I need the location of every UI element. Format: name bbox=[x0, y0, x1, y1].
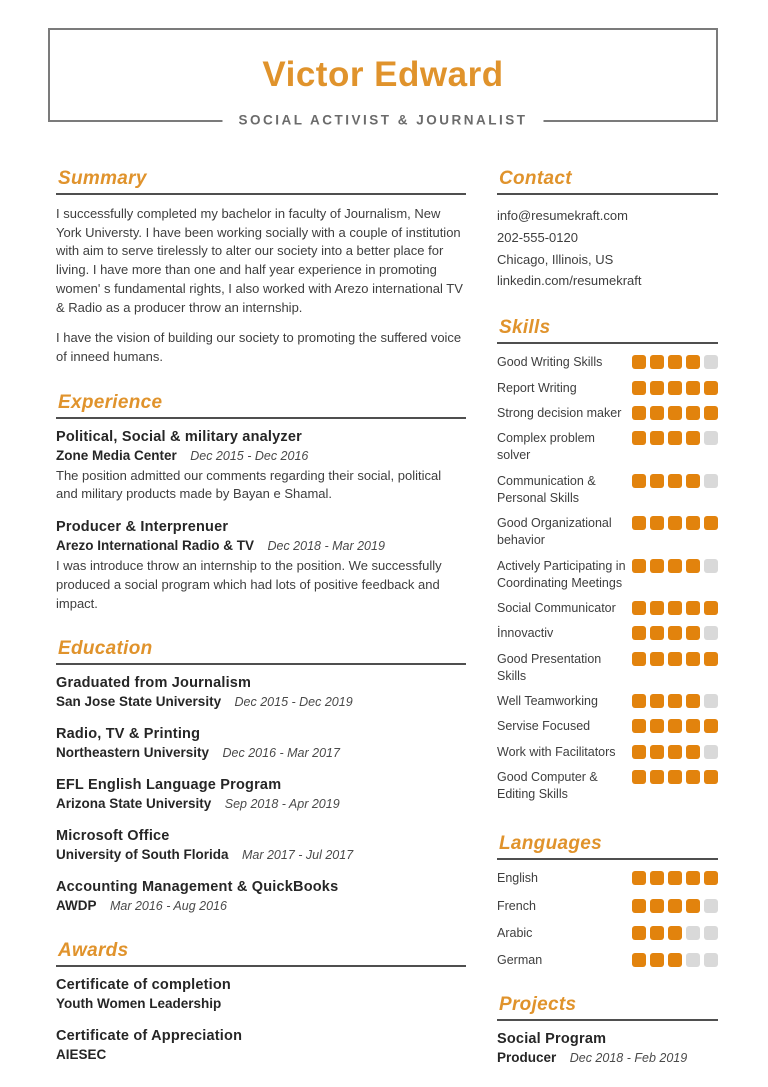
school-name: AWDP bbox=[56, 898, 97, 914]
contact-line: 202-555-0120 bbox=[497, 229, 578, 245]
rating-square-filled bbox=[686, 601, 700, 615]
degree-subline bbox=[56, 693, 466, 711]
experience-list bbox=[56, 429, 466, 614]
rating-square-empty bbox=[704, 431, 718, 445]
skill-rating bbox=[632, 745, 718, 759]
skill-label: Well Teamworking bbox=[497, 694, 598, 709]
rating-square-filled bbox=[632, 926, 646, 940]
section-title-projects: Projects bbox=[499, 994, 577, 1016]
award-subline bbox=[56, 1046, 466, 1064]
summary-paragraph: I have the vision of building our society to promoting the suffered voice of inneed humans. bbox=[56, 330, 462, 365]
language-label: German bbox=[497, 953, 543, 968]
skills-list bbox=[497, 354, 718, 803]
rating-square-filled bbox=[632, 899, 646, 913]
rating-square-filled bbox=[668, 559, 682, 573]
section-title-contact: Contact bbox=[499, 168, 572, 189]
right-column bbox=[497, 168, 718, 1087]
language-row bbox=[497, 870, 718, 887]
rating-square-filled bbox=[704, 601, 718, 615]
skill-rating bbox=[632, 626, 718, 640]
contact-line: info@resumekraft.com bbox=[497, 208, 628, 223]
section-title-experience: Experience bbox=[58, 391, 163, 413]
rating-square-filled bbox=[686, 406, 700, 420]
header-box bbox=[48, 28, 718, 128]
section-title-skills: Skills bbox=[499, 317, 551, 339]
education-item bbox=[56, 879, 466, 915]
degree-subline bbox=[56, 795, 466, 813]
job-description: The position admitted our comments regarding their social, political and military products made by Bayan e Shamal. bbox=[56, 467, 442, 502]
project-role: Producer bbox=[497, 1050, 557, 1066]
degree-title: Radio, TV & Printing bbox=[56, 726, 201, 743]
skill-label: Good Computer & Editing Skills bbox=[497, 769, 598, 802]
rating-square-filled bbox=[668, 719, 682, 733]
skill-rating bbox=[632, 694, 718, 708]
summary-paragraphs bbox=[56, 205, 466, 367]
job-dates: Dec 2018 - Mar 2019 bbox=[267, 539, 385, 554]
skill-rating bbox=[632, 474, 718, 488]
rating-square-filled bbox=[686, 516, 700, 530]
skill-label: Strong decision maker bbox=[497, 405, 622, 420]
rating-square-empty bbox=[704, 899, 718, 913]
rating-square-filled bbox=[632, 516, 646, 530]
rating-square-filled bbox=[668, 652, 682, 666]
rating-square-filled bbox=[650, 953, 664, 967]
skill-label: Complex problem solver bbox=[497, 431, 595, 463]
rating-square-filled bbox=[686, 381, 700, 395]
skill-label: Actively Participating in Coordinating Meetings bbox=[497, 558, 626, 590]
project-subline bbox=[497, 1049, 718, 1067]
language-rating bbox=[632, 871, 718, 885]
rating-square-filled bbox=[632, 474, 646, 488]
section-divider bbox=[56, 965, 466, 967]
rating-square-filled bbox=[668, 381, 682, 395]
rating-square-filled bbox=[686, 770, 700, 784]
section-divider bbox=[56, 663, 466, 665]
skill-rating bbox=[632, 719, 718, 733]
skill-row bbox=[497, 473, 718, 508]
education-item bbox=[56, 828, 466, 864]
rating-square-filled bbox=[650, 926, 664, 940]
job-subline bbox=[56, 537, 466, 555]
rating-square-filled bbox=[668, 745, 682, 759]
rating-square-filled bbox=[632, 770, 646, 784]
rating-square-filled bbox=[668, 474, 682, 488]
degree-title: EFL English Language Program bbox=[56, 777, 282, 794]
section-title-languages: Languages bbox=[499, 833, 602, 855]
rating-square-empty bbox=[704, 626, 718, 640]
skill-rating bbox=[632, 652, 718, 666]
rating-square-filled bbox=[686, 559, 700, 573]
skill-rating bbox=[632, 516, 718, 530]
language-label: Arabic bbox=[497, 925, 533, 940]
rating-square-filled bbox=[650, 626, 664, 640]
job-title: Producer & Interprenuer bbox=[56, 519, 229, 536]
skill-row bbox=[497, 625, 718, 642]
rating-square-filled bbox=[650, 770, 664, 784]
rating-square-empty bbox=[704, 694, 718, 708]
job-organization: Zone Media Center bbox=[56, 447, 177, 463]
project-title: Social Program bbox=[497, 1031, 607, 1048]
rating-square-filled bbox=[632, 953, 646, 967]
languages-list bbox=[497, 870, 718, 969]
award-title: Certificate of Appreciation bbox=[56, 1028, 243, 1045]
degree-title: Accounting Management & QuickBooks bbox=[56, 879, 339, 896]
rating-square-filled bbox=[650, 719, 664, 733]
degree-dates: Mar 2016 - Aug 2016 bbox=[109, 899, 227, 914]
person-name: Victor Edward bbox=[262, 55, 504, 94]
person-role-subtitle: SOCIAL ACTIVIST & JOURNALIST bbox=[222, 113, 543, 128]
experience-item bbox=[56, 519, 466, 613]
skill-label: Communication & Personal Skills bbox=[497, 473, 596, 505]
skill-label: Good Writing Skills bbox=[497, 355, 603, 370]
rating-square-empty bbox=[704, 355, 718, 369]
rating-square-filled bbox=[668, 953, 682, 967]
rating-square-filled bbox=[668, 516, 682, 530]
award-title: Certificate of completion bbox=[56, 977, 231, 994]
rating-square-filled bbox=[686, 431, 700, 445]
rating-square-filled bbox=[650, 652, 664, 666]
rating-square-filled bbox=[668, 406, 682, 420]
projects-list bbox=[497, 1031, 718, 1067]
rating-square-filled bbox=[632, 381, 646, 395]
summary-paragraph: I successfully completed my bachelor in faculty of Journalism, New York Universty. I have been working socially with a couple of institution with aim to serve tirelessly to alter our society into a better place for living. I have more than one and half year experience in promoting women' s fundamental rights, I also worked with Arezo international TV & Radio as a producer throw an internship. bbox=[56, 206, 463, 315]
project-item bbox=[497, 1031, 718, 1067]
skill-row bbox=[497, 693, 718, 710]
rating-square-filled bbox=[668, 899, 682, 913]
degree-title: Graduated from Journalism bbox=[56, 675, 252, 692]
degree-subline bbox=[56, 897, 466, 915]
skill-rating bbox=[632, 406, 718, 420]
rating-square-filled bbox=[650, 381, 664, 395]
job-dates: Dec 2015 - Dec 2016 bbox=[190, 448, 309, 463]
education-item bbox=[56, 675, 466, 711]
section-divider bbox=[497, 193, 718, 195]
rating-square-filled bbox=[668, 770, 682, 784]
skill-row bbox=[497, 354, 718, 371]
section-divider bbox=[497, 1019, 718, 1021]
education-item bbox=[56, 726, 466, 762]
rating-square-filled bbox=[686, 719, 700, 733]
school-name: University of South Florida bbox=[56, 847, 229, 863]
skill-row bbox=[497, 600, 718, 617]
degree-dates: Dec 2015 - Dec 2019 bbox=[234, 695, 353, 710]
section-divider bbox=[56, 193, 466, 195]
skill-row bbox=[497, 558, 718, 593]
rating-square-empty bbox=[704, 953, 718, 967]
skill-rating bbox=[632, 381, 718, 395]
rating-square-filled bbox=[668, 871, 682, 885]
rating-square-filled bbox=[650, 474, 664, 488]
rating-square-filled bbox=[650, 601, 664, 615]
left-column bbox=[56, 168, 466, 1087]
job-organization: Arezo International Radio & TV bbox=[56, 538, 255, 554]
rating-square-filled bbox=[704, 719, 718, 733]
rating-square-filled bbox=[686, 355, 700, 369]
rating-square-empty bbox=[704, 926, 718, 940]
section-experience bbox=[56, 392, 466, 614]
content-columns bbox=[56, 168, 718, 1087]
rating-square-filled bbox=[632, 355, 646, 369]
rating-square-filled bbox=[704, 406, 718, 420]
section-skills bbox=[497, 317, 718, 803]
rating-square-filled bbox=[650, 406, 664, 420]
rating-square-filled bbox=[632, 652, 646, 666]
award-item bbox=[56, 977, 466, 1013]
rating-square-filled bbox=[650, 694, 664, 708]
section-awards bbox=[56, 940, 466, 1064]
rating-square-filled bbox=[686, 871, 700, 885]
rating-square-empty bbox=[704, 745, 718, 759]
language-row bbox=[497, 952, 718, 969]
rating-square-filled bbox=[704, 770, 718, 784]
job-description: I was introduce throw an internship to the position. We successfully produced a social program which had lots of positive feedback and impact. bbox=[56, 558, 442, 611]
degree-subline bbox=[56, 846, 466, 864]
rating-square-empty bbox=[686, 926, 700, 940]
rating-square-filled bbox=[668, 926, 682, 940]
rating-square-filled bbox=[668, 694, 682, 708]
rating-square-filled bbox=[632, 406, 646, 420]
rating-square-filled bbox=[650, 559, 664, 573]
rating-square-filled bbox=[650, 871, 664, 885]
skill-row bbox=[497, 430, 718, 465]
skill-label: Report Writing bbox=[497, 380, 577, 395]
skill-label: Social Communicator bbox=[497, 601, 616, 616]
experience-item bbox=[56, 429, 466, 504]
skill-rating bbox=[632, 601, 718, 615]
language-label: English bbox=[497, 871, 538, 886]
rating-square-filled bbox=[668, 431, 682, 445]
school-name: Northeastern University bbox=[56, 745, 210, 761]
skill-rating bbox=[632, 770, 718, 784]
skill-row bbox=[497, 651, 718, 686]
rating-square-empty bbox=[704, 474, 718, 488]
section-contact bbox=[497, 168, 718, 292]
rating-square-filled bbox=[668, 601, 682, 615]
education-list bbox=[56, 675, 466, 915]
skill-label: İnnovactiv bbox=[497, 626, 554, 641]
rating-square-filled bbox=[650, 355, 664, 369]
rating-square-filled bbox=[632, 559, 646, 573]
skill-label: Good Organizational behavior bbox=[497, 516, 612, 548]
skill-rating bbox=[632, 559, 718, 573]
section-languages bbox=[497, 833, 718, 969]
rating-square-filled bbox=[686, 694, 700, 708]
section-summary bbox=[56, 168, 466, 367]
section-divider bbox=[56, 417, 466, 419]
skill-row bbox=[497, 769, 718, 804]
contact-lines bbox=[497, 205, 718, 292]
section-divider bbox=[497, 342, 718, 344]
award-issuer: Youth Women Leadership bbox=[56, 996, 222, 1012]
education-item bbox=[56, 777, 466, 813]
award-item bbox=[56, 1028, 466, 1064]
skill-row bbox=[497, 405, 718, 422]
school-name: San Jose State University bbox=[56, 694, 222, 710]
language-row bbox=[497, 898, 718, 915]
rating-square-filled bbox=[668, 355, 682, 369]
rating-square-filled bbox=[650, 431, 664, 445]
school-name: Arizona State University bbox=[56, 796, 212, 812]
rating-square-filled bbox=[686, 626, 700, 640]
section-title-awards: Awards bbox=[58, 940, 129, 962]
skill-row bbox=[497, 744, 718, 761]
rating-square-filled bbox=[650, 899, 664, 913]
job-subline bbox=[56, 447, 466, 465]
award-subline bbox=[56, 995, 466, 1013]
language-row bbox=[497, 925, 718, 942]
rating-square-filled bbox=[632, 871, 646, 885]
degree-dates: Sep 2018 - Apr 2019 bbox=[224, 797, 340, 812]
language-rating bbox=[632, 926, 718, 940]
rating-square-filled bbox=[704, 871, 718, 885]
section-title-summary: Summary bbox=[58, 168, 147, 189]
rating-square-filled bbox=[704, 516, 718, 530]
skill-row bbox=[497, 718, 718, 735]
skill-label: Work with Facilitators bbox=[497, 744, 616, 759]
skill-rating bbox=[632, 355, 718, 369]
degree-dates: Mar 2017 - Jul 2017 bbox=[241, 848, 354, 863]
rating-square-filled bbox=[650, 745, 664, 759]
skill-label: Servise Focused bbox=[497, 719, 591, 734]
job-title: Political, Social & military analyzer bbox=[56, 428, 302, 445]
skill-row bbox=[497, 380, 718, 397]
rating-square-filled bbox=[686, 652, 700, 666]
rating-square-filled bbox=[632, 694, 646, 708]
section-title-education: Education bbox=[58, 638, 153, 660]
section-divider bbox=[497, 858, 718, 860]
awards-list bbox=[56, 977, 466, 1064]
degree-subline bbox=[56, 744, 466, 762]
rating-square-filled bbox=[686, 899, 700, 913]
degree-dates: Dec 2016 - Mar 2017 bbox=[222, 746, 340, 761]
rating-square-filled bbox=[686, 474, 700, 488]
skill-label: Good Presentation Skills bbox=[497, 651, 602, 683]
rating-square-filled bbox=[704, 381, 718, 395]
section-education bbox=[56, 638, 466, 915]
award-issuer: AIESEC bbox=[56, 1047, 107, 1063]
skill-row bbox=[497, 515, 718, 550]
skill-rating bbox=[632, 431, 718, 445]
rating-square-empty bbox=[686, 953, 700, 967]
rating-square-empty bbox=[704, 559, 718, 573]
language-label: French bbox=[497, 898, 536, 913]
rating-square-filled bbox=[686, 745, 700, 759]
rating-square-filled bbox=[632, 626, 646, 640]
rating-square-filled bbox=[650, 516, 664, 530]
language-rating bbox=[632, 899, 718, 913]
rating-square-filled bbox=[632, 745, 646, 759]
contact-line: linkedin.com/resumekraft bbox=[497, 273, 642, 289]
contact-line: Chicago, Illinois, US bbox=[497, 251, 614, 267]
rating-square-filled bbox=[632, 431, 646, 445]
language-rating bbox=[632, 953, 718, 967]
degree-title: Microsoft Office bbox=[56, 828, 170, 845]
rating-square-filled bbox=[632, 601, 646, 615]
project-dates: Dec 2018 - Feb 2019 bbox=[569, 1051, 688, 1066]
rating-square-filled bbox=[704, 652, 718, 666]
rating-square-filled bbox=[668, 626, 682, 640]
section-projects bbox=[497, 994, 718, 1067]
rating-square-filled bbox=[632, 719, 646, 733]
